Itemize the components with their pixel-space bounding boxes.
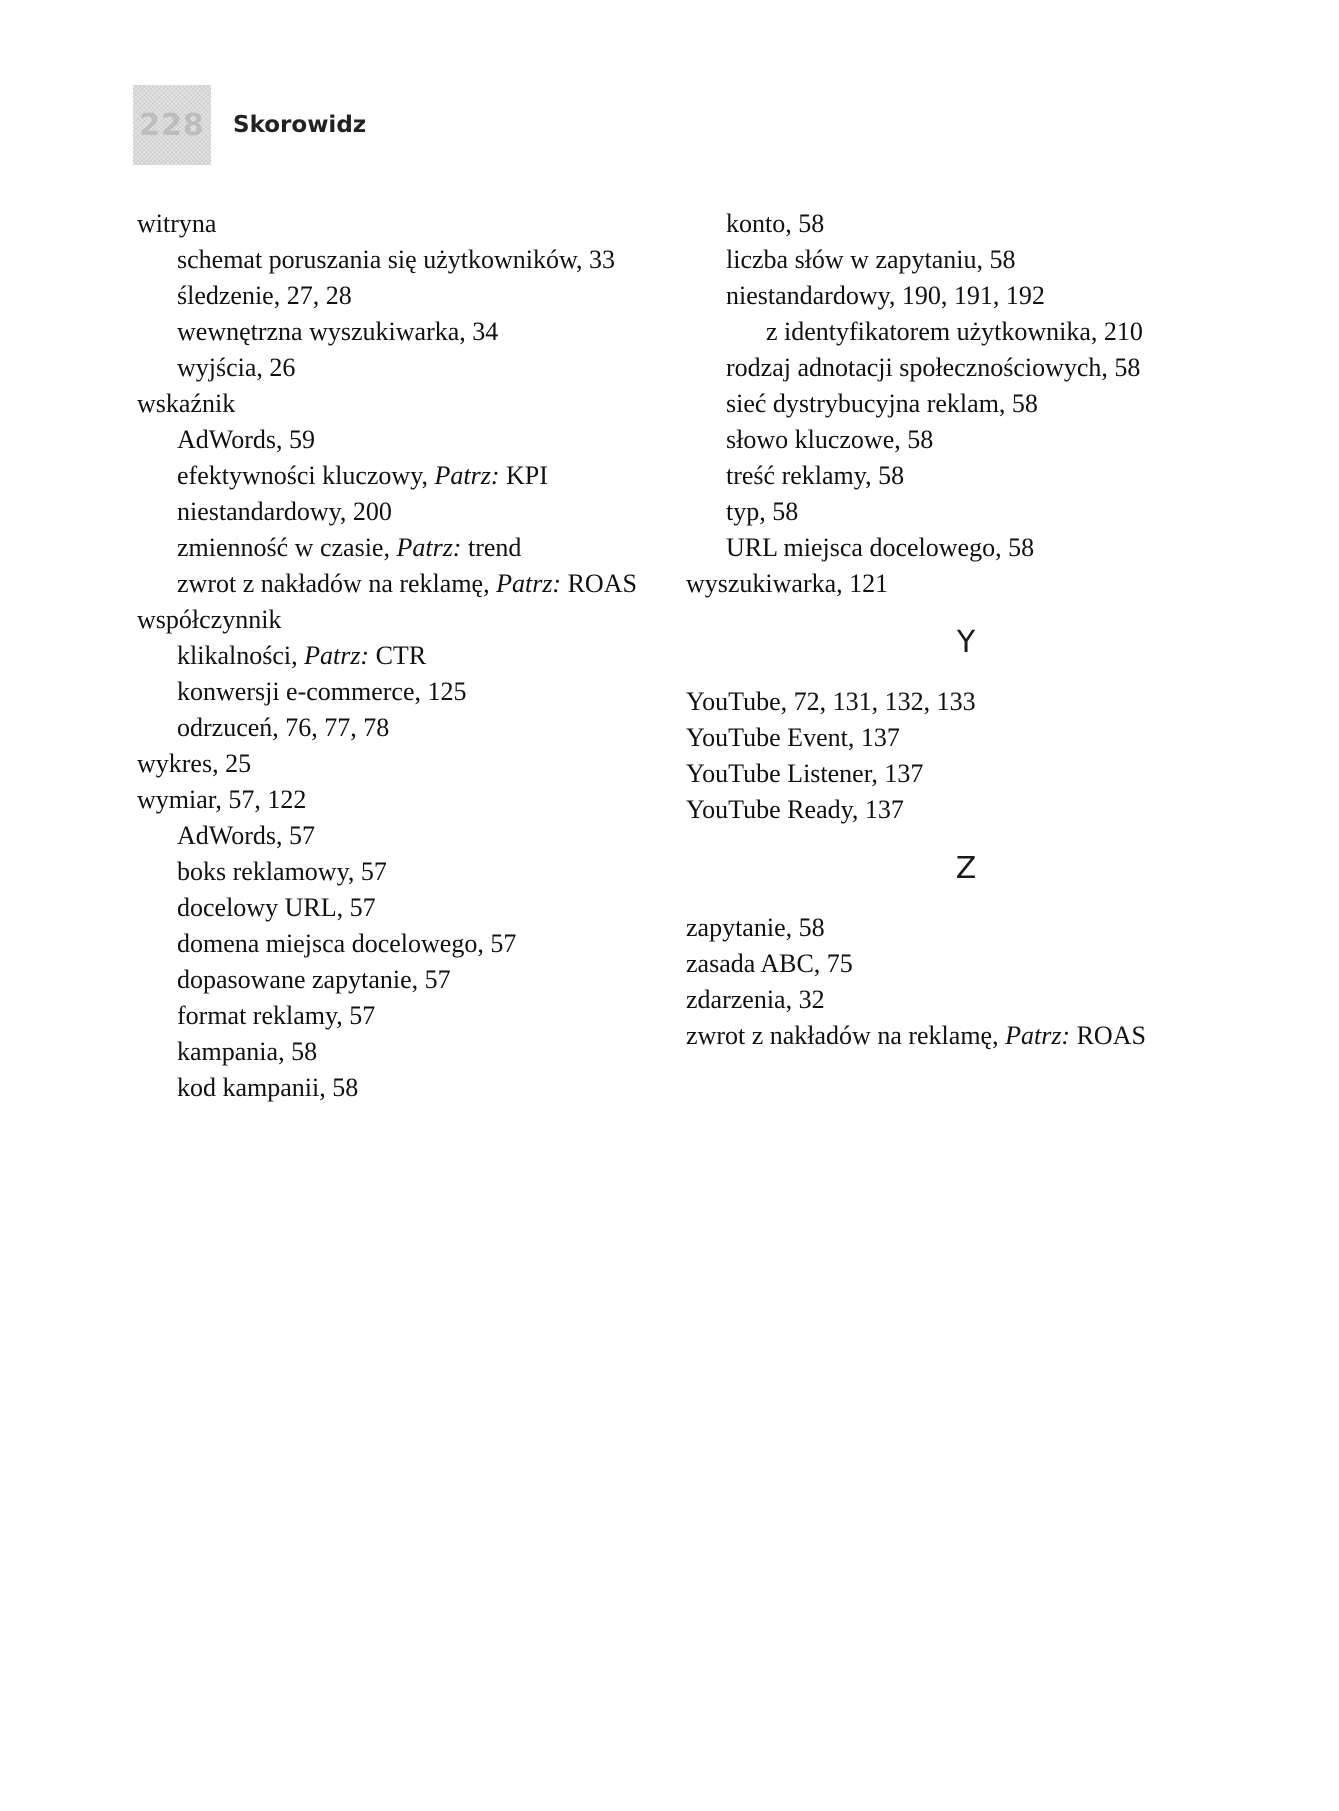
see-reference-label: Patrz: xyxy=(304,641,370,670)
entry-text: klikalności, xyxy=(177,641,298,670)
index-subentry xyxy=(686,530,1246,566)
entry-text: konto, 58 xyxy=(726,209,825,238)
index-subentry xyxy=(686,278,1246,314)
entry-text: wewnętrzna wyszukiwarka, 34 xyxy=(177,317,499,346)
index-subentry xyxy=(686,458,1246,494)
index-subentry xyxy=(686,494,1246,530)
entry-text: typ, 58 xyxy=(726,497,799,526)
index-subentry xyxy=(137,854,667,890)
running-head: Skorowidz xyxy=(233,112,367,138)
entry-text: śledzenie, 27, 28 xyxy=(177,281,352,310)
entry-text: domena miejsca docelowego, 57 xyxy=(177,929,517,958)
index-entry xyxy=(137,602,667,638)
index-entry xyxy=(686,684,1246,720)
index-entry xyxy=(686,910,1246,946)
index-subentry xyxy=(137,242,667,278)
index-subentry xyxy=(137,674,667,710)
entry-text: wymiar, 57, 122 xyxy=(137,785,307,814)
index-subentry xyxy=(137,530,667,566)
index-subentry xyxy=(686,350,1246,386)
index-subentry xyxy=(686,206,1246,242)
see-reference-label: Patrz: xyxy=(434,461,500,490)
entry-text: sieć dystrybucyjna reklam, 58 xyxy=(726,389,1038,418)
index-subentry xyxy=(137,278,667,314)
index-subentry xyxy=(137,314,667,350)
entry-text: docelowy URL, 57 xyxy=(177,893,376,922)
index-entry xyxy=(686,720,1246,756)
entry-text: liczba słów w zapytaniu, 58 xyxy=(726,245,1016,274)
see-reference-target: KPI xyxy=(506,461,548,490)
entry-text: URL miejsca docelowego, 58 xyxy=(726,533,1035,562)
entry-text: YouTube Listener, 137 xyxy=(686,759,924,788)
see-reference-target: ROAS xyxy=(567,569,637,598)
entry-text: schemat poruszania się użytkowników, 33 xyxy=(177,245,616,274)
see-reference-target: CTR xyxy=(375,641,427,670)
index-entry xyxy=(137,386,667,422)
letter-heading: Y xyxy=(956,625,976,660)
index-entry xyxy=(137,206,667,242)
page-number: 228 xyxy=(133,85,211,165)
entry-text: YouTube Ready, 137 xyxy=(686,795,904,824)
entry-text: format reklamy, 57 xyxy=(177,1001,376,1030)
entry-text: zapytanie, 58 xyxy=(686,913,825,942)
index-subentry xyxy=(137,1070,667,1106)
index-entry xyxy=(686,792,1246,828)
entry-text: konwersji e-commerce, 125 xyxy=(177,677,467,706)
see-reference-target: ROAS xyxy=(1076,1021,1146,1050)
entry-text: dopasowane zapytanie, 57 xyxy=(177,965,451,994)
index-entry xyxy=(137,746,667,782)
entry-text: zmienność w czasie, xyxy=(177,533,390,562)
letter-heading: Z xyxy=(955,851,977,886)
entry-text: rodzaj adnotacji społecznościowych, 58 xyxy=(726,353,1141,382)
index-entry xyxy=(686,566,1246,602)
index-subentry xyxy=(137,998,667,1034)
index-entry xyxy=(686,946,1246,982)
see-reference-target: trend xyxy=(467,533,522,562)
index-subentry xyxy=(137,926,667,962)
entry-text: odrzuceń, 76, 77, 78 xyxy=(177,713,390,742)
index-subentry xyxy=(137,422,667,458)
entry-text: zwrot z nakładów na reklamę, xyxy=(177,569,490,598)
entry-text: wskaźnik xyxy=(137,389,236,418)
index-column-right xyxy=(686,206,1246,1054)
index-entry xyxy=(686,756,1246,792)
index-subentry xyxy=(137,494,667,530)
index-subentry xyxy=(686,386,1246,422)
see-reference-label: Patrz: xyxy=(496,569,562,598)
entry-text: witryna xyxy=(137,209,217,238)
index-subentry xyxy=(686,314,1246,350)
index-subentry xyxy=(137,710,667,746)
entry-text: współczynnik xyxy=(137,605,282,634)
see-reference-label: Patrz: xyxy=(396,533,462,562)
index-entry xyxy=(137,782,667,818)
entry-text: efektywności kluczowy, xyxy=(177,461,429,490)
entry-text: AdWords, 59 xyxy=(177,425,316,454)
index-subentry xyxy=(137,566,667,602)
index-subentry xyxy=(686,242,1246,278)
index-subentry xyxy=(137,350,667,386)
index-entry xyxy=(686,982,1246,1018)
entry-text: kod kampanii, 58 xyxy=(177,1073,359,1102)
entry-text: słowo kluczowe, 58 xyxy=(726,425,934,454)
index-subentry xyxy=(137,890,667,926)
entry-text: zwrot z nakładów na reklamę, xyxy=(686,1021,999,1050)
page-header xyxy=(133,85,366,165)
entry-text: wykres, 25 xyxy=(137,749,252,778)
index-subentry xyxy=(137,962,667,998)
index-subentry xyxy=(137,638,667,674)
index-subentry xyxy=(137,1034,667,1070)
entry-text: AdWords, 57 xyxy=(177,821,316,850)
index-column-left xyxy=(137,206,667,1106)
entry-text: YouTube Event, 137 xyxy=(686,723,900,752)
see-reference-label: Patrz: xyxy=(1005,1021,1071,1050)
entry-text: niestandardowy, 200 xyxy=(177,497,392,526)
entry-text: zdarzenia, 32 xyxy=(686,985,825,1014)
entry-text: zasada ABC, 75 xyxy=(686,949,853,978)
index-subentry xyxy=(686,422,1246,458)
entry-text: z identyfikatorem użytkownika, 210 xyxy=(766,317,1143,346)
entry-text: wyszukiwarka, 121 xyxy=(686,569,889,598)
entry-text: YouTube, 72, 131, 132, 133 xyxy=(686,687,976,716)
index-subentry xyxy=(137,818,667,854)
entry-text: treść reklamy, 58 xyxy=(726,461,905,490)
index-entry xyxy=(686,1018,1246,1054)
entry-text: kampania, 58 xyxy=(177,1037,318,1066)
index-subentry xyxy=(137,458,667,494)
entry-text: boks reklamowy, 57 xyxy=(177,857,387,886)
entry-text: niestandardowy, 190, 191, 192 xyxy=(726,281,1045,310)
entry-text: wyjścia, 26 xyxy=(177,353,296,382)
